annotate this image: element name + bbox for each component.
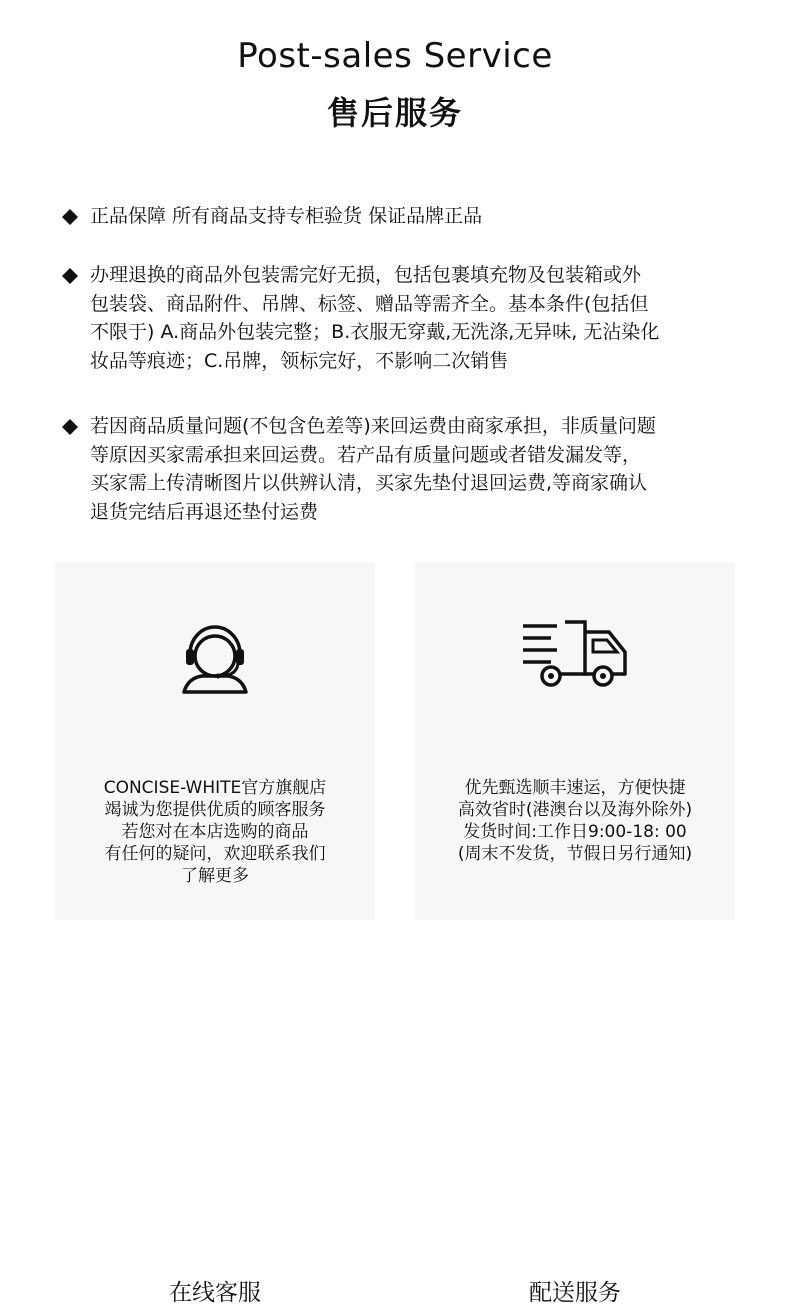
diamond-bullet-icon: [60, 202, 80, 230]
description-line: 有任何的疑问，欢迎联系我们: [104, 844, 326, 864]
policy-text: 办理退换的商品外包装需完好无损，包括包裹填充物及包装箱或外 包装袋、商品附件、吊牌、标签、赠品等需齐全。基本条件(包括但 不限于) A.商品外包装完整；B.衣服无穿戴,无洗涤,无异味, 无沾染化 妆品等痕迹；C.吊牌，领标完好，不影响二次销售: [90, 264, 660, 372]
delivery-service-card: [415, 562, 735, 1306]
description-line: 高效省时(港澳台以及海外除外): [457, 800, 693, 820]
page-title-english: Post-sales Service: [237, 36, 553, 76]
description-line: 优先甄选顺丰速运，方便快捷: [464, 778, 686, 798]
headset-agent-icon: [55, 618, 375, 694]
delivery-service-title: 配送服务: [529, 1280, 621, 1306]
description-line: CONCISE-WHITE官方旗舰店: [103, 778, 327, 798]
online-service-title: 在线客服: [169, 1280, 261, 1306]
diamond-bullet-icon: [60, 261, 80, 289]
delivery-truck-icon: [415, 618, 735, 694]
description-line: 若您对在本店选购的商品: [121, 822, 309, 842]
description-line: 竭诚为您提供优质的顾客服务: [104, 800, 326, 820]
description-line: 发货时间:工作日9:00-18: 00: [463, 822, 687, 842]
policy-item-return-conditions: [60, 261, 750, 375]
diamond-bullet-icon: [60, 412, 80, 440]
delivery-service-description: [415, 777, 735, 865]
policy-text: 正品保障 所有商品支持专柜验货 保证品牌正品: [90, 205, 483, 227]
online-service-description: [55, 777, 375, 887]
description-line: (周末不发货，节假日另行通知): [457, 844, 693, 864]
description-line: 了解更多: [181, 866, 249, 886]
page-title-chinese: 售后服务: [326, 94, 463, 132]
online-service-card: [55, 562, 375, 1306]
policy-item-authenticity: [60, 202, 750, 231]
policy-item-shipping-cost: [60, 412, 750, 526]
policy-text: 若因商品质量问题(不包含色差等)来回运费由商家承担，非质量问题 等原因买家需承担来回运费。若产品有质量问题或者错发漏发等， 买家需上传清晰图片以供辨认清，买家先垫付退回运费,等商家确认 退货完结后再退还垫付运费: [90, 415, 656, 523]
